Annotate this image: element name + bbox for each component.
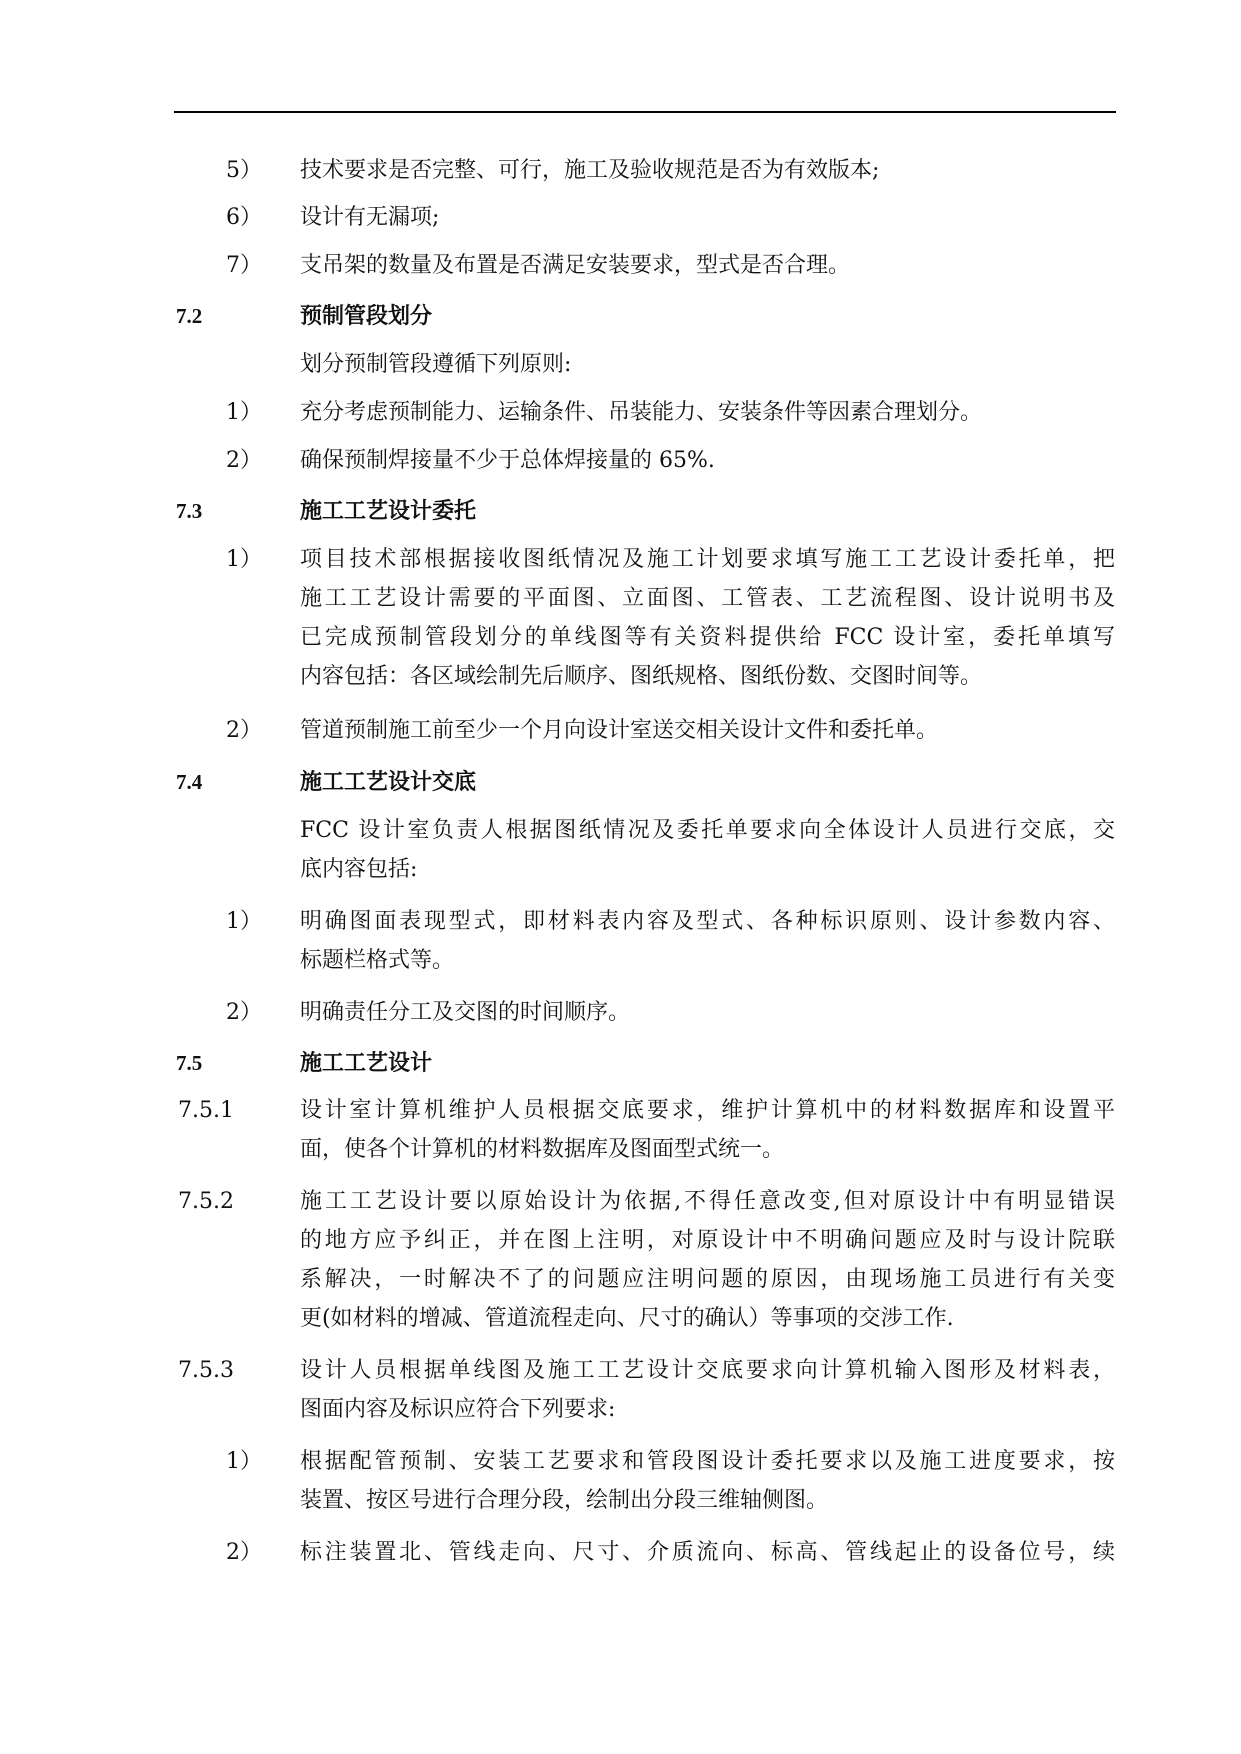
list-number: 1） xyxy=(226,547,262,572)
list-number: 1） xyxy=(226,1449,262,1474)
paragraph: 面，使各个计算机的材料数据库及图面型式统一。 xyxy=(300,1137,785,1162)
list-text: 设计有无漏项; xyxy=(300,205,440,230)
section-number: 7.5 xyxy=(176,1051,203,1075)
section-title: 施工工艺设计委托 xyxy=(300,498,477,524)
list-number: 1） xyxy=(226,909,262,934)
list-number: 2） xyxy=(226,1000,262,1025)
list-text: 明确图面表现型式，即材料表内容及型式、各种标识原则、设计参数内容、 xyxy=(300,909,1115,934)
list-number: 1） xyxy=(226,400,262,425)
list-text: 项目技术部根据接收图纸情况及施工计划要求填写施工工艺设计委托单，把 xyxy=(300,547,1115,572)
list-text: 已完成预制管段划分的单线图等有关资料提供给 FCC 设计室，委托单填写 xyxy=(300,625,1115,650)
list-number: 2） xyxy=(226,718,262,743)
subsection-number: 7.5.1 xyxy=(178,1098,234,1123)
paragraph: 施工工艺设计要以原始设计为依据,不得任意改变,但对原设计中有明显错误 xyxy=(300,1189,1115,1214)
list-text: 施工工艺设计需要的平面图、立面图、工管表、工艺流程图、设计说明书及 xyxy=(300,586,1115,611)
list-text: 技术要求是否完整、可行，施工及验收规范是否为有效版本; xyxy=(300,158,880,183)
list-number: 5） xyxy=(226,158,262,183)
paragraph: 的地方应予纠正，并在图上注明，对原设计中不明确问题应及时与设计院联 xyxy=(300,1228,1115,1253)
list-number: 2） xyxy=(226,448,262,473)
list-number: 2） xyxy=(226,1540,262,1565)
list-text: 确保预制焊接量不少于总体焊接量的 65%. xyxy=(300,448,715,473)
paragraph: 系解决，一时解决不了的问题应注明问题的原因，由现场施工员进行有关变 xyxy=(300,1267,1115,1292)
list-number: 7） xyxy=(226,253,262,278)
list-text: 明确责任分工及交图的时间顺序。 xyxy=(300,1000,631,1025)
section-number: 7.2 xyxy=(176,304,203,328)
section-title: 施工工艺设计交底 xyxy=(300,769,477,795)
list-text: 标注装置北、管线走向、尺寸、介质流向、标高、管线起止的设备位号，续 xyxy=(300,1540,1115,1565)
list-text: 内容包括：各区域绘制先后顺序、图纸规格、图纸份数、交图时间等。 xyxy=(300,664,983,689)
list-text: 管道预制施工前至少一个月向设计室送交相关设计文件和委托单。 xyxy=(300,718,939,743)
list-text: 标题栏格式等。 xyxy=(300,948,455,973)
paragraph: 更(如材料的增减、管道流程走向、尺寸的确认）等事项的交涉工作. xyxy=(300,1306,954,1331)
paragraph: 图面内容及标识应符合下列要求: xyxy=(300,1397,616,1422)
paragraph: 设计人员根据单线图及施工工艺设计交底要求向计算机输入图形及材料表， xyxy=(300,1358,1115,1383)
paragraph: 底内容包括: xyxy=(300,857,418,882)
list-text: 支吊架的数量及布置是否满足安装要求，型式是否合理。 xyxy=(300,253,851,278)
paragraph: 设计室计算机维护人员根据交底要求，维护计算机中的材料数据库和设置平 xyxy=(300,1098,1115,1123)
section-number: 7.4 xyxy=(176,770,203,794)
paragraph: 划分预制管段遵循下列原则: xyxy=(300,352,572,377)
subsection-number: 7.5.3 xyxy=(178,1358,234,1383)
section-number: 7.3 xyxy=(176,499,203,523)
list-number: 6） xyxy=(226,205,262,230)
list-text: 装置、按区号进行合理分段，绘制出分段三维轴侧图。 xyxy=(300,1488,829,1513)
section-title: 施工工艺设计 xyxy=(300,1050,433,1076)
section-title: 预制管段划分 xyxy=(300,303,433,329)
list-text: 根据配管预制、安装工艺要求和管段图设计委托要求以及施工进度要求，按 xyxy=(300,1449,1115,1474)
list-text: 充分考虑预制能力、运输条件、吊装能力、安装条件等因素合理划分。 xyxy=(300,400,983,425)
header-rule xyxy=(174,111,1116,113)
subsection-number: 7.5.2 xyxy=(178,1189,234,1214)
paragraph: FCC 设计室负责人根据图纸情况及委托单要求向全体设计人员进行交底，交 xyxy=(300,818,1115,843)
